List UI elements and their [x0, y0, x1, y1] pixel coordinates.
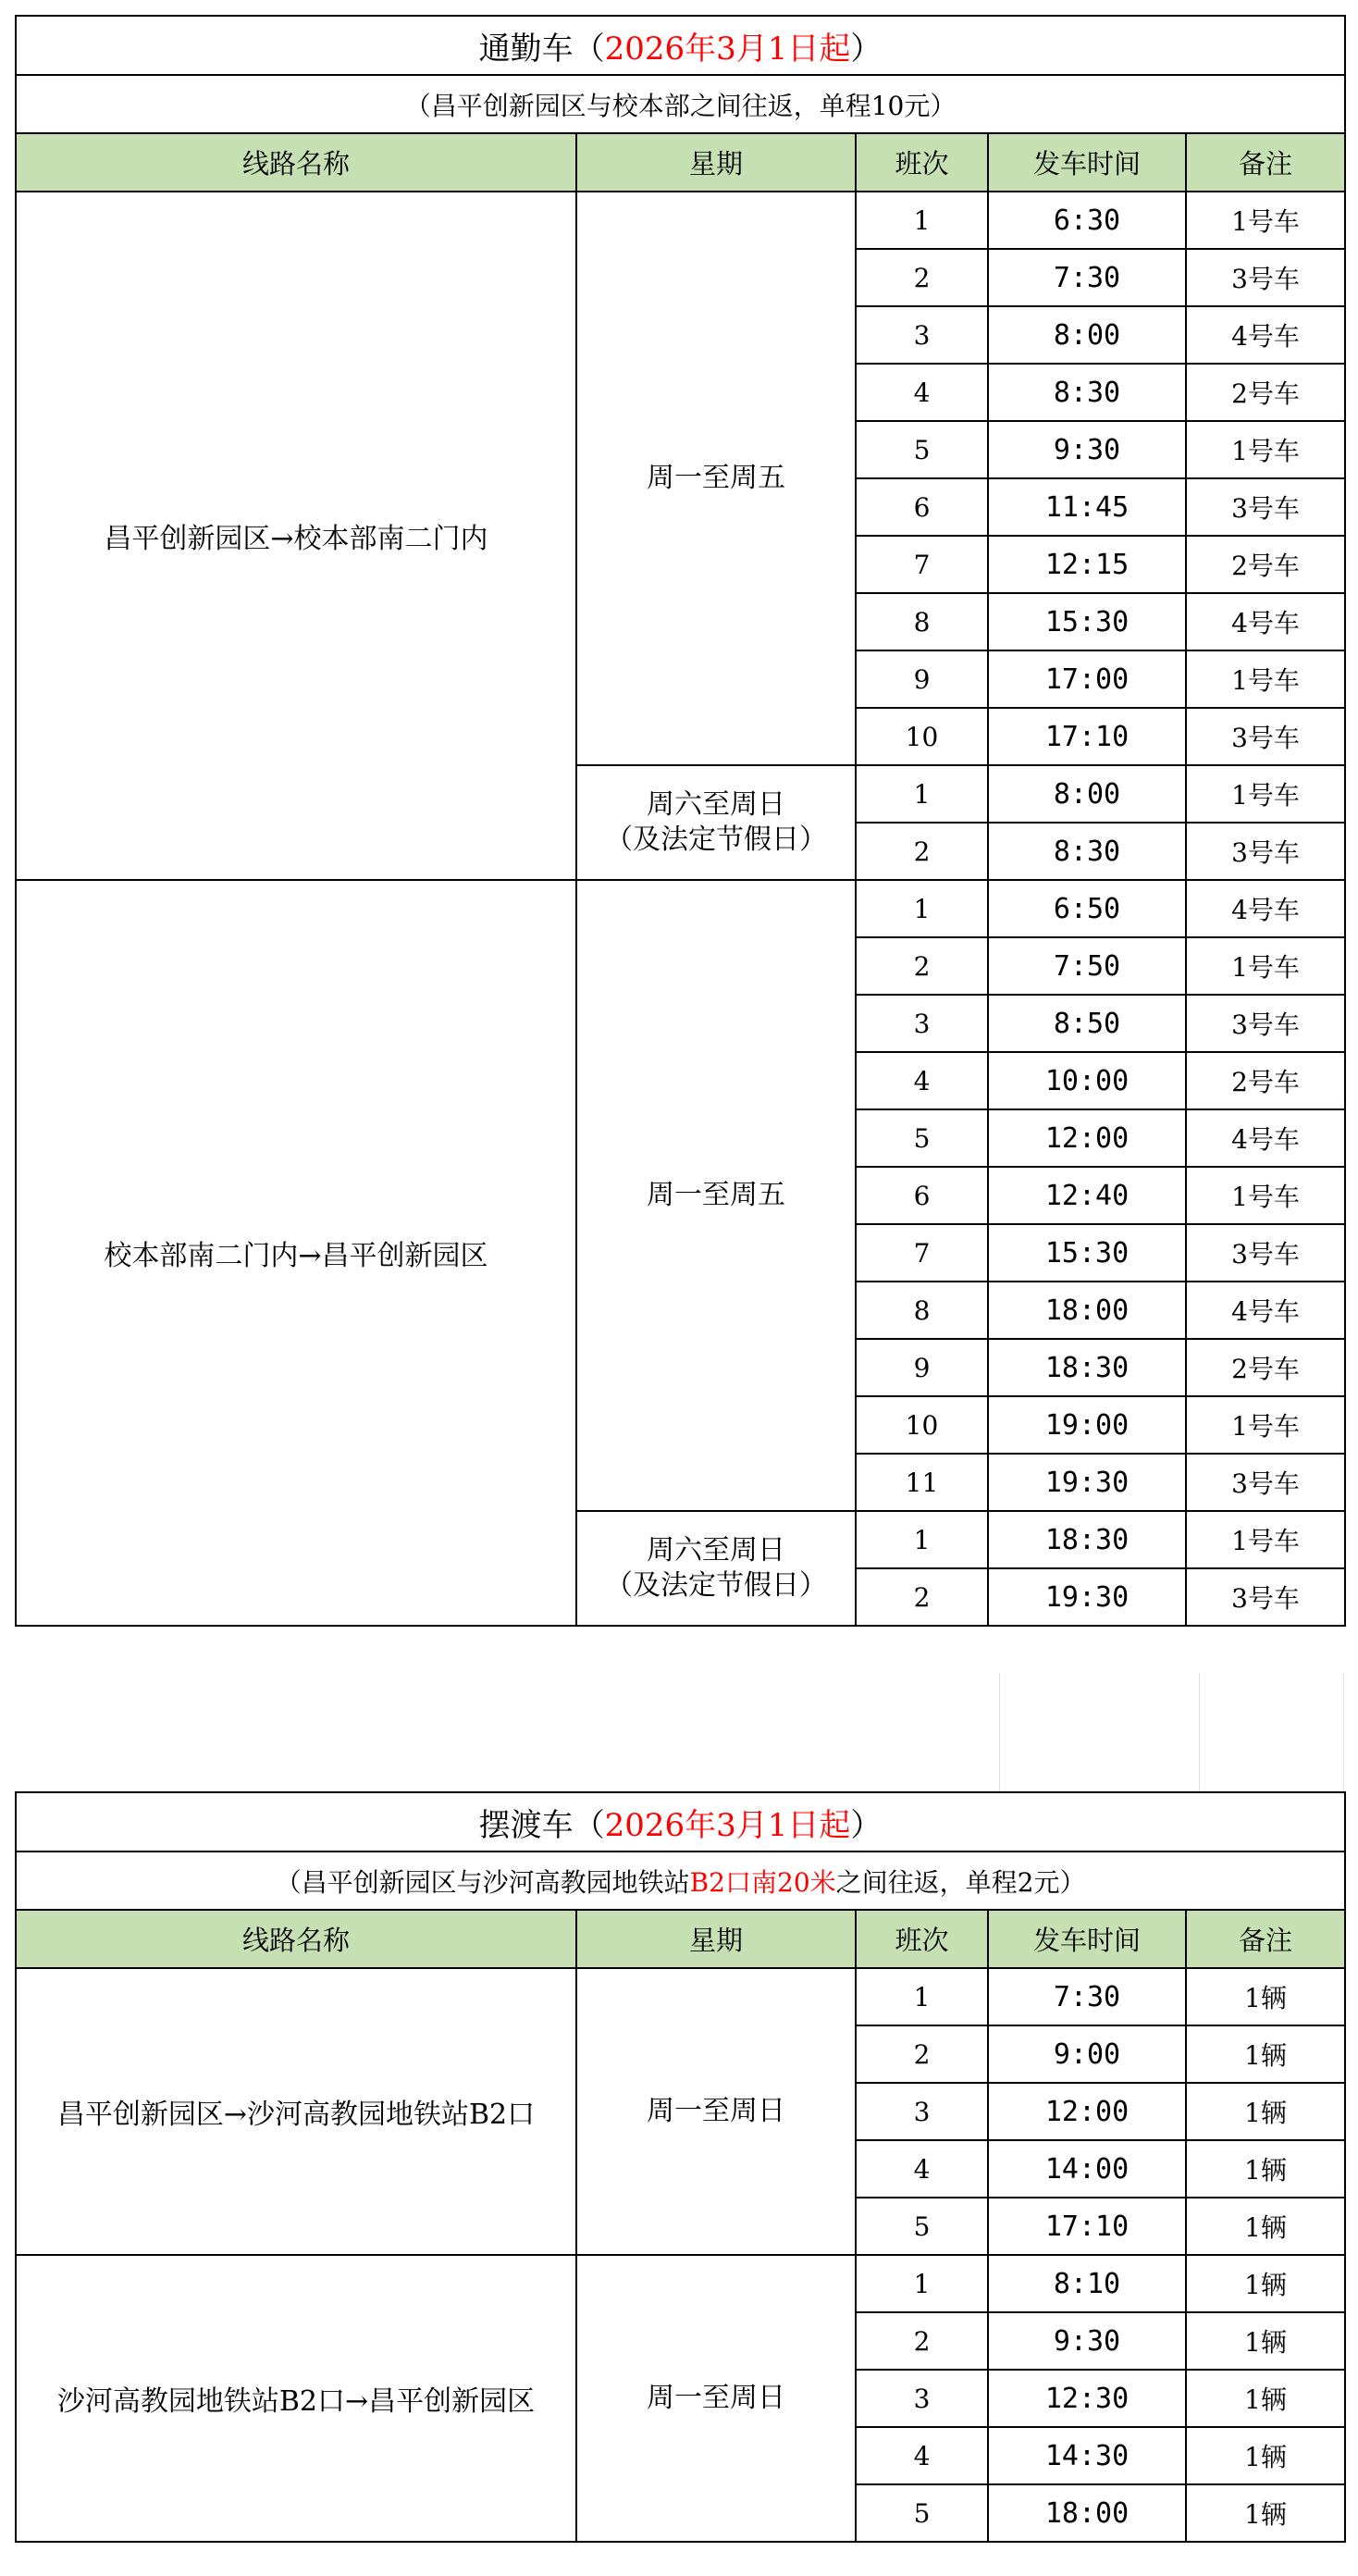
note-cell: 4号车: [1186, 1109, 1345, 1167]
departure-time-cell: 8:00: [988, 765, 1186, 823]
departure-time-cell: 11:45: [988, 478, 1186, 536]
table-row: [16, 1968, 1345, 2025]
shuttle-title-suffix: ）: [850, 1806, 883, 1844]
trip-number-cell: 2: [856, 249, 988, 306]
departure-time-cell: 12:15: [988, 536, 1186, 593]
trip-number-cell: 4: [856, 364, 988, 421]
weekday-label: 周一至周日: [647, 2382, 785, 2414]
note-cell: 1号车: [1186, 937, 1345, 995]
shuttle-title: [16, 1792, 1345, 1852]
header-departure-time: 发车时间: [988, 1910, 1186, 1968]
note-cell: 1号车: [1186, 650, 1345, 708]
commute-title-date: 2026年3月1日起: [604, 30, 851, 68]
departure-time-cell: 8:50: [988, 995, 1186, 1052]
trip-number-cell: 1: [856, 765, 988, 823]
trip-number-cell: 5: [856, 1109, 988, 1167]
note-cell: 1辆: [1186, 2083, 1345, 2140]
route-name-cell: 校本部南二门内→昌平创新园区: [16, 880, 576, 1626]
trip-number-cell: 2: [856, 937, 988, 995]
weekday-label: 周一至周日: [647, 2095, 785, 2127]
departure-time-cell: 18:00: [988, 2484, 1186, 2542]
shuttle-title-prefix: 摆渡车（: [478, 1806, 605, 1844]
departure-time-cell: 14:00: [988, 2140, 1186, 2198]
note-cell: 4号车: [1186, 880, 1345, 937]
departure-time-cell: 10:00: [988, 1052, 1186, 1109]
note-cell: 3号车: [1186, 1224, 1345, 1282]
departure-time-cell: 7:50: [988, 937, 1186, 995]
departure-time-cell: 19:30: [988, 1454, 1186, 1511]
route-name-cell: 昌平创新园区→沙河高教园地铁站B2口: [16, 1968, 576, 2255]
trip-number-cell: 9: [856, 650, 988, 708]
header-note: 备注: [1186, 133, 1345, 192]
gridline: [1343, 1673, 1344, 1791]
note-cell: 1辆: [1186, 2140, 1345, 2198]
table-row: [16, 2255, 1345, 2312]
departure-time-cell: 19:00: [988, 1396, 1186, 1454]
trip-number-cell: 2: [856, 1568, 988, 1626]
note-cell: 3号车: [1186, 478, 1345, 536]
departure-time-cell: 9:00: [988, 2025, 1186, 2083]
trip-number-cell: 5: [856, 2198, 988, 2255]
note-cell: 1辆: [1186, 2255, 1345, 2312]
departure-time-cell: 6:50: [988, 880, 1186, 937]
departure-time-cell: 17:10: [988, 708, 1186, 765]
trip-number-cell: 4: [856, 2427, 988, 2484]
header-trip-number: 班次: [856, 1910, 988, 1968]
departure-time-cell: 19:30: [988, 1568, 1186, 1626]
trip-number-cell: 1: [856, 880, 988, 937]
note-cell: 4号车: [1186, 1282, 1345, 1339]
commute-schedule: [15, 15, 1344, 1627]
route-name-cell: 沙河高教园地铁站B2口→昌平创新园区: [16, 2255, 576, 2542]
departure-time-cell: 15:30: [988, 593, 1186, 650]
departure-time-cell: 6:30: [988, 192, 1186, 249]
departure-time-cell: 14:30: [988, 2427, 1186, 2484]
departure-time-cell: 12:30: [988, 2370, 1186, 2427]
shuttle-title-date: 2026年3月1日起: [604, 1806, 851, 1844]
trip-number-cell: 4: [856, 2140, 988, 2198]
note-cell: 1号车: [1186, 421, 1345, 478]
note-cell: 4号车: [1186, 306, 1345, 364]
header-trip-number: 班次: [856, 133, 988, 192]
note-cell: 1号车: [1186, 192, 1345, 249]
trip-number-cell: 3: [856, 995, 988, 1052]
header-weekday: 星期: [576, 1910, 856, 1968]
shuttle-schedule: [15, 1791, 1346, 2543]
trip-number-cell: 1: [856, 1511, 988, 1568]
gridline: [1199, 1673, 1200, 1791]
gridline: [999, 1673, 1000, 1791]
departure-time-cell: 18:30: [988, 1339, 1186, 1396]
route-name-cell: 昌平创新园区→校本部南二门内: [16, 192, 576, 880]
trip-number-cell: 2: [856, 2312, 988, 2370]
commute-title-suffix: ）: [850, 30, 883, 68]
weekday-label: 周一至周五: [647, 1179, 785, 1211]
weekday-cell: [576, 880, 856, 1511]
trip-number-cell: 2: [856, 823, 988, 880]
table-row: [16, 880, 1345, 937]
departure-time-cell: 9:30: [988, 421, 1186, 478]
note-cell: 1号车: [1186, 765, 1345, 823]
trip-number-cell: 9: [856, 1339, 988, 1396]
weekday-cell: [576, 2255, 856, 2542]
weekday-label: 周一至周五: [647, 462, 785, 494]
header-weekday: 星期: [576, 133, 856, 192]
note-cell: 3号车: [1186, 708, 1345, 765]
shuttle-header-row: [16, 1910, 1345, 1968]
trip-number-cell: 7: [856, 536, 988, 593]
note-cell: 3号车: [1186, 995, 1345, 1052]
departure-time-cell: 7:30: [988, 249, 1186, 306]
commute-title-prefix: 通勤车（: [478, 30, 605, 68]
trip-number-cell: 1: [856, 2255, 988, 2312]
header-route-name: 线路名称: [16, 1910, 576, 1968]
note-cell: 2号车: [1186, 1339, 1345, 1396]
note-cell: 1辆: [1186, 2370, 1345, 2427]
note-cell: 1辆: [1186, 2198, 1345, 2255]
trip-number-cell: 1: [856, 1968, 988, 2025]
note-cell: 2号车: [1186, 1052, 1345, 1109]
note-cell: 2号车: [1186, 536, 1345, 593]
trip-number-cell: 6: [856, 478, 988, 536]
weekday-label: 周六至周日: [647, 788, 785, 821]
trip-number-cell: 6: [856, 1167, 988, 1224]
weekday-cell: [576, 765, 856, 880]
departure-time-cell: 17:10: [988, 2198, 1186, 2255]
shuttle-subtitle-c: 之间往返，单程2元）: [835, 1866, 1086, 1898]
departure-time-cell: 9:30: [988, 2312, 1186, 2370]
spacer: [15, 1673, 1344, 1791]
header-note: 备注: [1186, 1910, 1345, 1968]
header-route-name: 线路名称: [16, 133, 576, 192]
weekday-cell: [576, 192, 856, 765]
note-cell: 3号车: [1186, 249, 1345, 306]
departure-time-cell: 8:00: [988, 306, 1186, 364]
trip-number-cell: 3: [856, 2370, 988, 2427]
commute-title: [16, 16, 1345, 75]
departure-time-cell: 18:00: [988, 1282, 1186, 1339]
commute-table: [15, 15, 1346, 1627]
departure-time-cell: 17:00: [988, 650, 1186, 708]
trip-number-cell: 10: [856, 708, 988, 765]
shuttle-table: [15, 1791, 1346, 2543]
note-cell: 1号车: [1186, 1167, 1345, 1224]
trip-number-cell: 11: [856, 1454, 988, 1511]
shuttle-subtitle-a: （昌平创新园区与沙河高教园地铁站: [275, 1866, 690, 1898]
departure-time-cell: 7:30: [988, 1968, 1186, 2025]
table-row: [16, 192, 1345, 249]
note-cell: 1号车: [1186, 1511, 1345, 1568]
note-cell: 1辆: [1186, 2427, 1345, 2484]
departure-time-cell: 12:00: [988, 1109, 1186, 1167]
trip-number-cell: 2: [856, 2025, 988, 2083]
trip-number-cell: 5: [856, 421, 988, 478]
trip-number-cell: 10: [856, 1396, 988, 1454]
shuttle-subtitle-stop: B2口南20米: [689, 1866, 836, 1898]
trip-number-cell: 3: [856, 306, 988, 364]
note-cell: 1辆: [1186, 2312, 1345, 2370]
note-cell: 3号车: [1186, 823, 1345, 880]
trip-number-cell: 8: [856, 593, 988, 650]
note-cell: 4号车: [1186, 593, 1345, 650]
departure-time-cell: 15:30: [988, 1224, 1186, 1282]
trip-number-cell: 3: [856, 2083, 988, 2140]
note-cell: 1辆: [1186, 1968, 1345, 2025]
note-cell: 3号车: [1186, 1454, 1345, 1511]
note-cell: 1号车: [1186, 1396, 1345, 1454]
commute-header-row: [16, 133, 1345, 192]
weekday-holiday-label: （及法定节假日）: [605, 1569, 827, 1602]
trip-number-cell: 5: [856, 2484, 988, 2542]
header-departure-time: 发车时间: [988, 133, 1186, 192]
trip-number-cell: 1: [856, 192, 988, 249]
trip-number-cell: 4: [856, 1052, 988, 1109]
departure-time-cell: 18:30: [988, 1511, 1186, 1568]
departure-time-cell: 8:10: [988, 2255, 1186, 2312]
departure-time-cell: 12:00: [988, 2083, 1186, 2140]
note-cell: 1辆: [1186, 2484, 1345, 2542]
shuttle-subtitle: [16, 1852, 1345, 1910]
commute-subtitle: （昌平创新园区与校本部之间往返，单程10元）: [16, 75, 1345, 133]
departure-time-cell: 8:30: [988, 823, 1186, 880]
weekday-holiday-label: （及法定节假日）: [605, 824, 827, 856]
departure-time-cell: 8:30: [988, 364, 1186, 421]
departure-time-cell: 12:40: [988, 1167, 1186, 1224]
trip-number-cell: 7: [856, 1224, 988, 1282]
weekday-cell: [576, 1968, 856, 2255]
note-cell: 1辆: [1186, 2025, 1345, 2083]
note-cell: 2号车: [1186, 364, 1345, 421]
trip-number-cell: 8: [856, 1282, 988, 1339]
weekday-label: 周六至周日: [647, 1534, 785, 1567]
weekday-cell: [576, 1511, 856, 1626]
note-cell: 3号车: [1186, 1568, 1345, 1626]
